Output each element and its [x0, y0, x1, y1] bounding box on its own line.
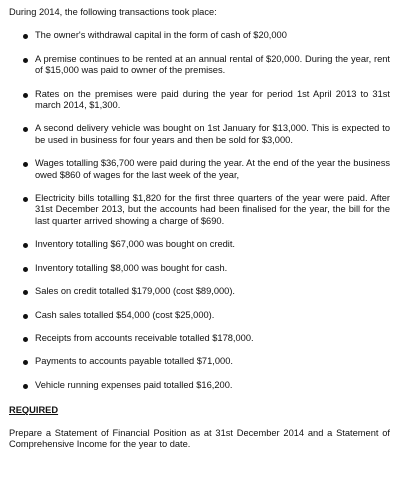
list-item-text: A premise continues to be rented at an annual rental of $20,000. During the year, rent of $15,000 was paid to owner of the premises.: [35, 53, 390, 76]
bullet-icon: [23, 58, 28, 63]
list-item-text: Inventory totalling $8,000 was bought for cash.: [35, 262, 228, 273]
transaction-list: [9, 30, 390, 391]
list-item-text: Inventory totalling $67,000 was bought on credit.: [35, 239, 236, 250]
list-item: [9, 54, 390, 77]
bullet-icon: [23, 267, 28, 272]
list-item: [9, 193, 390, 227]
list-item: [9, 123, 390, 146]
bullet-icon: [23, 314, 28, 319]
list-item: [9, 158, 390, 181]
bullet-icon: [23, 384, 28, 389]
bullet-icon: [23, 337, 28, 342]
list-item-text: Cash sales totalled $54,000 (cost $25,000).: [35, 309, 215, 320]
list-item-text: Vehicle running expenses paid totalled $16,200.: [35, 379, 233, 390]
bullet-icon: [23, 197, 28, 202]
bullet-icon: [23, 360, 28, 365]
list-item: [9, 310, 390, 321]
bullet-icon: [23, 162, 28, 167]
list-item: [9, 333, 390, 344]
list-item-text: The owner's withdrawal capital in the form of cash of $20,000: [35, 30, 287, 41]
list-item: [9, 356, 390, 367]
list-item: [9, 89, 390, 112]
list-item-text: Sales on credit totalled $179,000 (cost $89,000).: [35, 286, 236, 297]
bullet-icon: [23, 34, 28, 39]
list-item-text: Electricity bills totalling $1,820 for the first three quarters of the year were paid. After 31st December 2013, but the accounts had been finalised for the year, the bill for the last quarter arrived showing a charge of $690.: [35, 193, 390, 226]
list-item-text: Receipts from accounts receivable totalled $178,000.: [35, 332, 254, 343]
required-heading: REQUIRED: [9, 405, 59, 416]
bullet-icon: [23, 127, 28, 132]
list-item: [9, 286, 390, 297]
bullet-icon: [23, 93, 28, 98]
list-item: [9, 30, 390, 41]
list-item-text: Payments to accounts payable totalled $71,000.: [35, 356, 233, 367]
list-item: [9, 380, 390, 391]
list-item-text: Wages totalling $36,700 were paid during the year. At the end of the year the business owed $860 of wages for the last week of the year,: [35, 158, 390, 180]
list-item: [9, 239, 390, 250]
bullet-icon: [23, 243, 28, 248]
required-body: Prepare a Statement of Financial Position as at 31st December 2014 and a Statement of Comprehensive Income for the year to date.: [9, 427, 390, 449]
list-item: [9, 263, 390, 274]
list-item-text: Rates on the premises were paid during the year for period 1st April 2013 to 31st march 2014, $1,300.: [35, 88, 390, 111]
bullet-icon: [23, 290, 28, 295]
list-item-text: A second delivery vehicle was bought on 1st January for $13,000. This is expected to be used in business for four years and then be sold for $3,000.: [35, 123, 390, 145]
intro-text: During 2014, the following transactions took place:: [9, 7, 217, 17]
